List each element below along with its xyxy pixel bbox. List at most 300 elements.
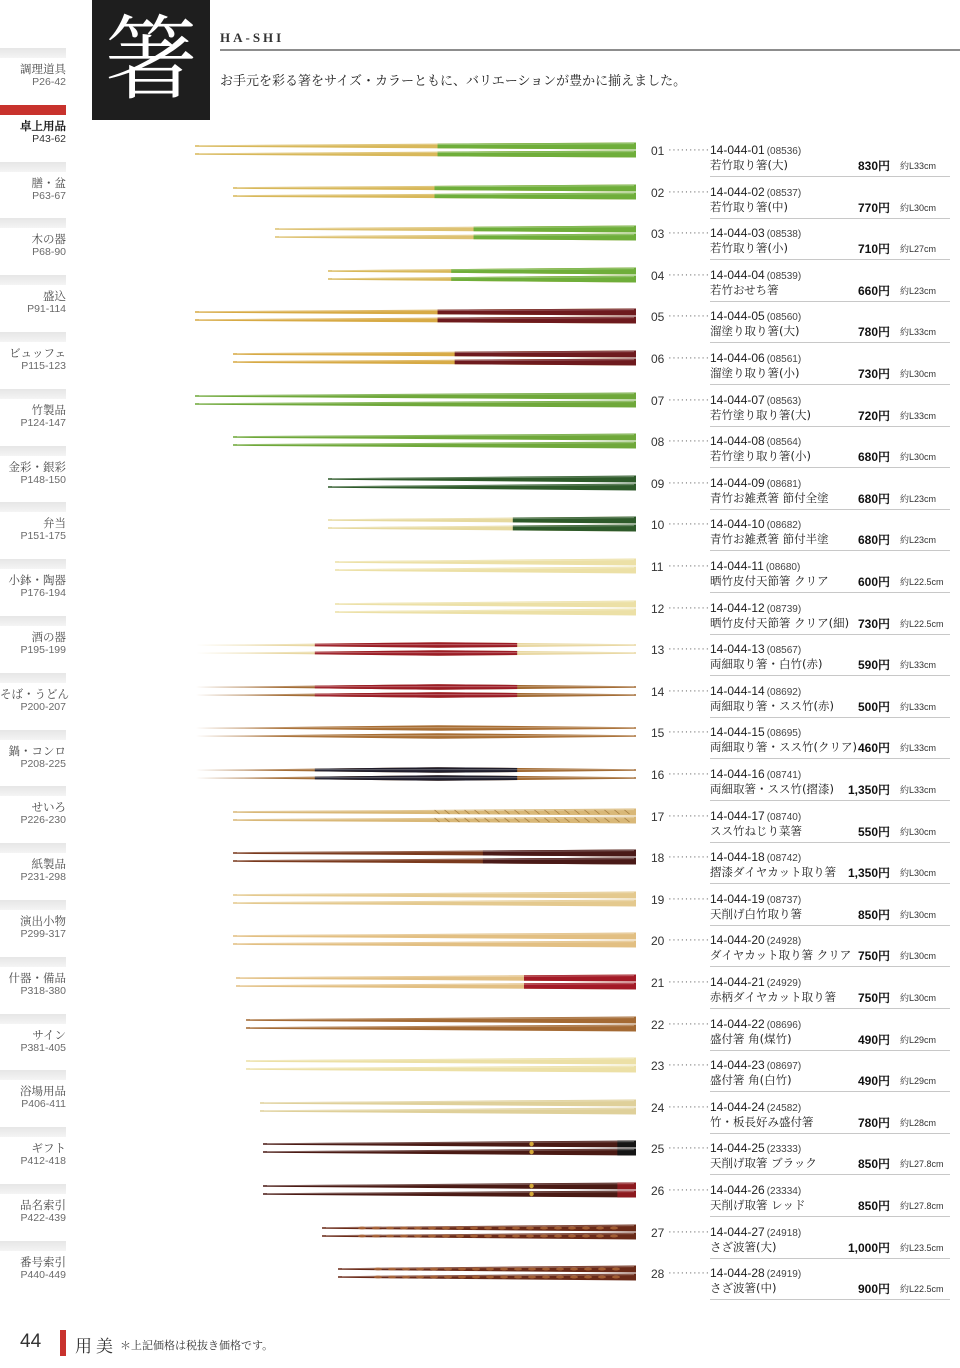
sidebar-item-pages: P381-405 <box>20 1041 66 1054</box>
leader-dots: ·········· <box>668 934 710 947</box>
product-price: 680円 <box>857 450 890 465</box>
chopstick-image <box>0 1176 640 1212</box>
product-index: 23 <box>651 1059 665 1074</box>
chopstick <box>195 314 636 326</box>
product-price: 730円 <box>857 616 890 631</box>
row-divider <box>710 1299 950 1300</box>
product-code <box>710 476 801 490</box>
price-footnote: ＊上記価格は税抜き価格です。 <box>120 1339 274 1352</box>
product-code-sub: (08680) <box>765 562 801 573</box>
product-code-sub: (08692) <box>766 686 802 698</box>
product-code-main: 14-044-12 <box>710 600 765 615</box>
product-index: 02 <box>651 185 665 200</box>
product-code-main: 14-044-10 <box>710 517 765 532</box>
product-name: さざ波箸(大) <box>710 1239 777 1254</box>
product-code <box>710 684 801 698</box>
sidebar-item-pages: P200-207 <box>20 700 66 713</box>
product-code-sub: (08739) <box>766 603 802 615</box>
product-code-main: 14-044-11 <box>710 559 764 573</box>
chopstick <box>338 1274 636 1281</box>
chopstick-image <box>0 261 640 297</box>
product-price: 750円 <box>857 991 890 1005</box>
product-code-sub: (08741) <box>766 770 802 781</box>
product-code-sub: (08567) <box>766 645 802 657</box>
sidebar-item-pages: P68-90 <box>32 246 66 259</box>
sidebar-item-label: せいろ <box>31 800 66 815</box>
product-code <box>710 642 801 656</box>
product-code-sub: (24929) <box>766 978 802 989</box>
chopstick-image <box>0 552 640 588</box>
product-code-main: 14-044-02 <box>710 184 765 199</box>
product-code <box>710 1141 801 1155</box>
product-code <box>710 892 801 906</box>
chopstick-image <box>0 1259 640 1295</box>
product-row <box>0 885 960 927</box>
product-size: 約L30cm <box>900 951 937 962</box>
chopstick <box>195 306 636 318</box>
chopstick-image <box>0 594 640 630</box>
sidebar-item-pages: P440-449 <box>20 1268 66 1281</box>
product-size: 約L30cm <box>900 202 937 213</box>
product-index: 09 <box>651 476 665 491</box>
product-size: 約L33cm <box>900 701 937 712</box>
sidebar-item-label: 木の器 <box>31 232 66 247</box>
chopstick <box>260 1107 636 1114</box>
product-code-sub: (08561) <box>766 354 802 365</box>
product-row <box>0 1176 960 1218</box>
chopstick-image <box>0 885 640 921</box>
leader-dots: ·········· <box>668 976 710 988</box>
sidebar-item-pages: P91-114 <box>27 303 66 316</box>
chopstick-image <box>0 677 640 713</box>
product-index: 25 <box>651 1142 665 1157</box>
product-code-main: 14-044-06 <box>710 351 765 365</box>
product-name: 晒竹皮付天節箸 クリア(細) <box>710 615 850 630</box>
leader-dots: ·········· <box>668 1267 710 1280</box>
product-code-main: 14-044-05 <box>710 309 765 324</box>
chopstick <box>275 231 636 243</box>
product-size: 約L29cm <box>900 1076 937 1087</box>
product-index: 15 <box>651 726 665 741</box>
product-price: 770円 <box>857 200 890 215</box>
product-code-sub: (08564) <box>766 437 802 449</box>
product-row <box>0 926 960 968</box>
chopstick <box>196 689 636 701</box>
product-size: 約L33cm <box>900 743 937 754</box>
leader-dots: ·········· <box>668 768 710 780</box>
chopstick <box>260 1099 636 1106</box>
product-row <box>0 635 960 677</box>
product-row <box>0 968 960 1010</box>
sidebar-item-pages: P299-317 <box>20 927 66 940</box>
product-name: 溜塗り取り箸(大) <box>710 324 800 339</box>
chopstick <box>233 808 636 815</box>
chopstick-image <box>0 219 640 255</box>
product-size: 約L33cm <box>900 327 937 338</box>
product-code-sub: (08538) <box>766 229 802 241</box>
sidebar-item-label: 浴場用品 <box>20 1084 66 1099</box>
leader-dots: ·········· <box>668 851 710 864</box>
leader-dots: ·········· <box>668 1142 710 1155</box>
product-code-main: 14-044-27 <box>710 1224 765 1239</box>
chopstick <box>246 1066 636 1073</box>
product-row <box>0 510 960 552</box>
sidebar-item-label: 紙製品 <box>31 857 66 872</box>
product-code-main: 14-044-18 <box>710 850 765 865</box>
product-code-sub: (08536) <box>766 146 802 157</box>
chopstick-image <box>0 843 640 879</box>
product-code-main: 14-044-21 <box>710 975 765 989</box>
chopstick <box>246 1016 636 1023</box>
sidebar-item-label: 番号索引 <box>20 1254 66 1269</box>
product-name: 竹・板長好み盛付箸 <box>710 1114 814 1129</box>
product-price: 1,350円 <box>847 866 890 881</box>
sidebar-item-pages: P208-225 <box>20 757 66 770</box>
product-price: 680円 <box>857 491 890 506</box>
product-row <box>0 136 960 178</box>
product-size: 約L28cm <box>900 1117 937 1128</box>
leader-dots: ·········· <box>668 1100 710 1113</box>
product-code <box>710 1225 801 1239</box>
product-index: 21 <box>651 976 665 990</box>
chopstick-image <box>0 344 640 380</box>
product-code-main: 14-044-20 <box>710 933 765 948</box>
chopstick <box>263 1146 636 1158</box>
product-name: 両細取り箸・スス竹(クリア) <box>710 740 857 755</box>
product-row <box>0 843 960 885</box>
product-code-sub: (24919) <box>766 1269 802 1281</box>
product-code-main: 14-044-09 <box>710 475 765 490</box>
chopstick <box>263 1180 636 1192</box>
sidebar-item-pages: P43-62 <box>32 132 66 145</box>
product-code-main: 14-044-08 <box>710 434 765 449</box>
chopstick <box>275 223 636 235</box>
product-price: 720円 <box>857 408 890 423</box>
product-index: 22 <box>651 1017 665 1032</box>
product-name: 若竹取り箸(中) <box>710 199 788 214</box>
product-row <box>0 594 960 636</box>
product-size: 約L23cm <box>900 535 937 546</box>
chopstick <box>328 265 636 277</box>
product-name: 天削げ取箸 レッド <box>710 1198 806 1212</box>
product-code <box>710 517 801 531</box>
product-index: 08 <box>651 435 665 450</box>
product-name: さざ波箸(中) <box>710 1281 777 1296</box>
product-price: 830円 <box>857 159 890 173</box>
product-code-sub: (08740) <box>766 811 802 823</box>
sidebar-item-pages: P148-150 <box>20 473 66 486</box>
chopstick <box>233 182 636 194</box>
product-name: スス竹ねじり菜箸 <box>710 823 802 838</box>
product-code <box>710 933 801 947</box>
product-size: 約L33cm <box>900 785 937 795</box>
product-row <box>0 802 960 844</box>
product-price: 460円 <box>857 741 890 756</box>
chopstick <box>328 483 636 490</box>
leader-dots: ·········· <box>668 643 710 656</box>
product-code <box>710 809 801 823</box>
sidebar-item-label: 什器・備品 <box>8 970 66 985</box>
product-code-main: 14-044-04 <box>710 267 765 282</box>
product-code-main: 14-044-16 <box>710 767 765 781</box>
sidebar-item-label: サイン <box>32 1027 66 1042</box>
chopstick-image <box>0 1010 640 1046</box>
product-row <box>0 175 960 220</box>
product-price: 490円 <box>857 1032 890 1047</box>
section-title-kanji: 箸 <box>104 6 197 113</box>
product-name: 摺漆ダイヤカット取り箸 <box>710 865 837 880</box>
chopstick <box>233 816 636 823</box>
product-price: 1,350円 <box>847 783 890 797</box>
sidebar-item-pages: P195-199 <box>20 643 66 656</box>
product-code <box>710 1266 801 1280</box>
product-size: 約L30cm <box>900 868 937 879</box>
product-index: 19 <box>651 892 665 907</box>
product-row <box>0 552 960 594</box>
sidebar-item-pages: P318-380 <box>20 984 66 997</box>
product-row <box>0 386 960 428</box>
chopstick-image <box>0 635 640 671</box>
sidebar-item-pages: P26-42 <box>32 76 66 88</box>
product-name: 青竹お雑煮箸 節付全塗 <box>710 490 829 505</box>
product-code-sub: (08682) <box>766 520 802 532</box>
product-index: 17 <box>651 809 665 824</box>
product-size: 約L30cm <box>900 909 937 920</box>
chopstick <box>263 1188 636 1200</box>
product-row <box>0 1218 960 1260</box>
chopstick <box>196 639 636 651</box>
sidebar-item-pages: P412-418 <box>20 1155 66 1168</box>
product-size: 約L30cm <box>900 993 937 1003</box>
product-price: 500円 <box>857 699 890 714</box>
product-row <box>0 718 960 760</box>
product-code-main: 14-044-13 <box>710 642 765 657</box>
chopstick-image <box>0 302 640 338</box>
chopstick <box>236 980 636 992</box>
chopstick-image <box>0 386 640 422</box>
product-code-main: 14-044-19 <box>710 891 765 906</box>
product-name: 両細取箸・スス竹(摺漆) <box>710 782 834 796</box>
leader-dots: ·········· <box>668 1017 710 1030</box>
product-code <box>710 393 801 407</box>
product-size: 約L29cm <box>900 1034 937 1045</box>
chopstick <box>263 1138 636 1150</box>
product-code-main: 14-044-15 <box>710 725 765 740</box>
product-row <box>0 677 960 719</box>
chopstick <box>236 972 636 984</box>
product-code-main: 14-044-26 <box>710 1183 765 1197</box>
product-code-sub: (23334) <box>766 1186 802 1197</box>
sidebar-item-label: 演出小物 <box>20 913 66 928</box>
chopstick <box>328 475 636 482</box>
product-code-sub: (24582) <box>766 1102 802 1114</box>
product-row <box>0 1259 960 1301</box>
product-code <box>710 1100 801 1114</box>
sidebar-item-pages: P422-439 <box>20 1211 66 1224</box>
sidebar-item[interactable] <box>0 48 68 105</box>
product-size: 約L33cm <box>900 410 937 421</box>
header-divider <box>220 49 960 51</box>
product-code <box>710 143 801 157</box>
chopstick-image <box>0 510 640 546</box>
product-name: 若竹塗り取り箸(大) <box>710 407 811 422</box>
chopstick <box>246 1058 636 1065</box>
product-code-sub: (08560) <box>766 312 802 324</box>
product-code-sub: (08695) <box>766 728 802 740</box>
product-code-main: 14-044-23 <box>710 1058 765 1073</box>
product-row <box>0 344 960 386</box>
chopstick <box>233 941 636 948</box>
sidebar-item-label: 竹製品 <box>31 402 66 417</box>
chopstick-image <box>0 802 640 838</box>
product-code-sub: (08539) <box>766 270 802 282</box>
brand-name: 用美 <box>75 1337 117 1357</box>
chopstick-image <box>0 1134 640 1170</box>
sidebar-item-label: 鍋・コンロ <box>8 743 66 758</box>
product-code-main: 14-044-14 <box>710 683 765 698</box>
sidebar-item-pages: P176-194 <box>20 587 66 600</box>
product-index: 11 <box>651 560 664 574</box>
product-row <box>0 302 960 344</box>
sidebar-item-pages: P124-147 <box>20 416 66 429</box>
leader-dots: ·········· <box>668 144 710 156</box>
leader-dots: ·········· <box>668 684 710 697</box>
product-size: 約L23cm <box>900 493 937 504</box>
sidebar-item-label: 品名索引 <box>20 1197 66 1212</box>
sidebar-item-label: 卓上用品 <box>20 118 66 133</box>
leader-dots: ·········· <box>668 268 710 281</box>
chopstick <box>196 772 636 784</box>
product-code <box>710 1058 801 1072</box>
chopstick-image <box>0 1218 640 1254</box>
chopstick <box>233 442 636 449</box>
product-name: 若竹おせち箸 <box>710 282 779 297</box>
product-code <box>710 268 801 282</box>
product-code-sub: (23333) <box>766 1144 802 1156</box>
chopstick <box>328 514 636 526</box>
product-row <box>0 469 960 511</box>
product-size: 約L27.8cm <box>900 1201 944 1211</box>
chopstick <box>195 140 636 152</box>
sidebar-item-pages: P63-67 <box>32 189 66 202</box>
product-index: 16 <box>651 768 665 782</box>
product-size: 約L27.8cm <box>900 1159 944 1170</box>
product-name: ダイヤカット取り箸 クリア <box>710 948 852 963</box>
chopstick <box>328 522 636 534</box>
chopstick <box>335 567 636 574</box>
chopstick <box>196 681 636 693</box>
product-index: 05 <box>651 310 665 325</box>
product-price: 710円 <box>857 242 890 257</box>
product-price: 850円 <box>857 1157 890 1172</box>
leader-dots: ·········· <box>668 1225 710 1238</box>
product-index: 20 <box>651 934 665 949</box>
footer-accent-bar <box>60 1330 66 1356</box>
product-name: 両細取り箸・スス竹(赤) <box>710 698 834 713</box>
chopstick <box>195 392 636 399</box>
chopstick-image <box>0 926 640 962</box>
product-index: 10 <box>651 518 665 533</box>
product-index: 03 <box>651 227 665 242</box>
sidebar-item-label: 弁当 <box>43 516 66 531</box>
product-size: 約L23.5cm <box>900 1242 944 1253</box>
product-name: 天削げ取箸 ブラック <box>710 1156 817 1171</box>
product-size: 約L22.5cm <box>900 618 944 629</box>
sidebar-item-pages: P406-411 <box>21 1098 66 1111</box>
chopstick <box>196 726 636 732</box>
product-code-main: 14-044-24 <box>710 1099 765 1114</box>
chopstick-image <box>0 136 640 172</box>
product-row <box>0 1010 960 1052</box>
product-code <box>710 185 801 199</box>
leader-dots: ·········· <box>668 435 710 448</box>
chopstick-image <box>0 968 640 1004</box>
product-price: 550円 <box>857 824 890 839</box>
product-size: 約L22.5cm <box>900 577 944 587</box>
leader-dots: ·········· <box>668 1059 710 1072</box>
chopstick-image <box>0 1093 640 1129</box>
chopstick <box>195 400 636 407</box>
page-number: 44 <box>20 1331 42 1352</box>
chopstick <box>233 855 636 867</box>
chopstick <box>335 559 636 566</box>
product-price: 850円 <box>857 907 890 922</box>
product-code-main: 14-044-25 <box>710 1141 765 1156</box>
product-code <box>710 975 801 989</box>
product-size: 約L22.5cm <box>900 1284 944 1295</box>
product-code <box>710 434 801 448</box>
product-name: 若竹取り箸(大) <box>710 158 788 172</box>
leader-dots: ·········· <box>668 560 710 572</box>
chopstick <box>233 899 636 906</box>
product-code-sub: (08737) <box>766 894 802 906</box>
product-name: 溜塗り取り箸(小) <box>710 366 800 380</box>
sidebar-item-label: 膳・盆 <box>31 175 66 190</box>
product-size: 約L30cm <box>900 369 937 379</box>
product-row <box>0 427 960 469</box>
product-size: 約L33cm <box>900 161 937 171</box>
product-name: 若竹取り箸(小) <box>710 241 788 256</box>
chopstick <box>335 608 636 615</box>
product-price: 1,000円 <box>847 1240 890 1255</box>
product-index: 18 <box>651 851 665 866</box>
product-code-main: 14-044-07 <box>710 392 765 407</box>
leader-dots: ·········· <box>668 518 710 531</box>
product-price: 490円 <box>857 1074 890 1089</box>
chopstick <box>196 764 636 776</box>
leader-dots: ·········· <box>668 185 710 198</box>
leader-dots: ·········· <box>668 310 710 323</box>
product-code <box>710 767 801 781</box>
product-row <box>0 1093 960 1135</box>
sidebar-item-label: 盛込 <box>43 289 66 304</box>
chopstick-image <box>0 469 640 505</box>
product-name: 若竹塗り取り箸(小) <box>710 449 811 464</box>
leader-dots: ·········· <box>668 1184 710 1196</box>
leader-dots: ·········· <box>668 601 710 614</box>
product-price: 850円 <box>857 1199 890 1213</box>
product-price: 600円 <box>857 575 890 589</box>
product-price: 730円 <box>857 367 890 381</box>
product-code-sub: (08697) <box>766 1061 802 1073</box>
product-price: 590円 <box>857 658 890 673</box>
section-description: お手元を彩る箸をサイズ・カラーともに、バリエーションが豊かに揃えました。 <box>220 74 687 89</box>
product-name: 盛付箸 角(煤竹) <box>710 1031 792 1046</box>
product-price: 750円 <box>857 949 890 964</box>
chopstick-image <box>0 1051 640 1087</box>
product-name: 赤柄ダイヤカット取り箸 <box>710 990 837 1004</box>
chopstick <box>233 348 636 360</box>
